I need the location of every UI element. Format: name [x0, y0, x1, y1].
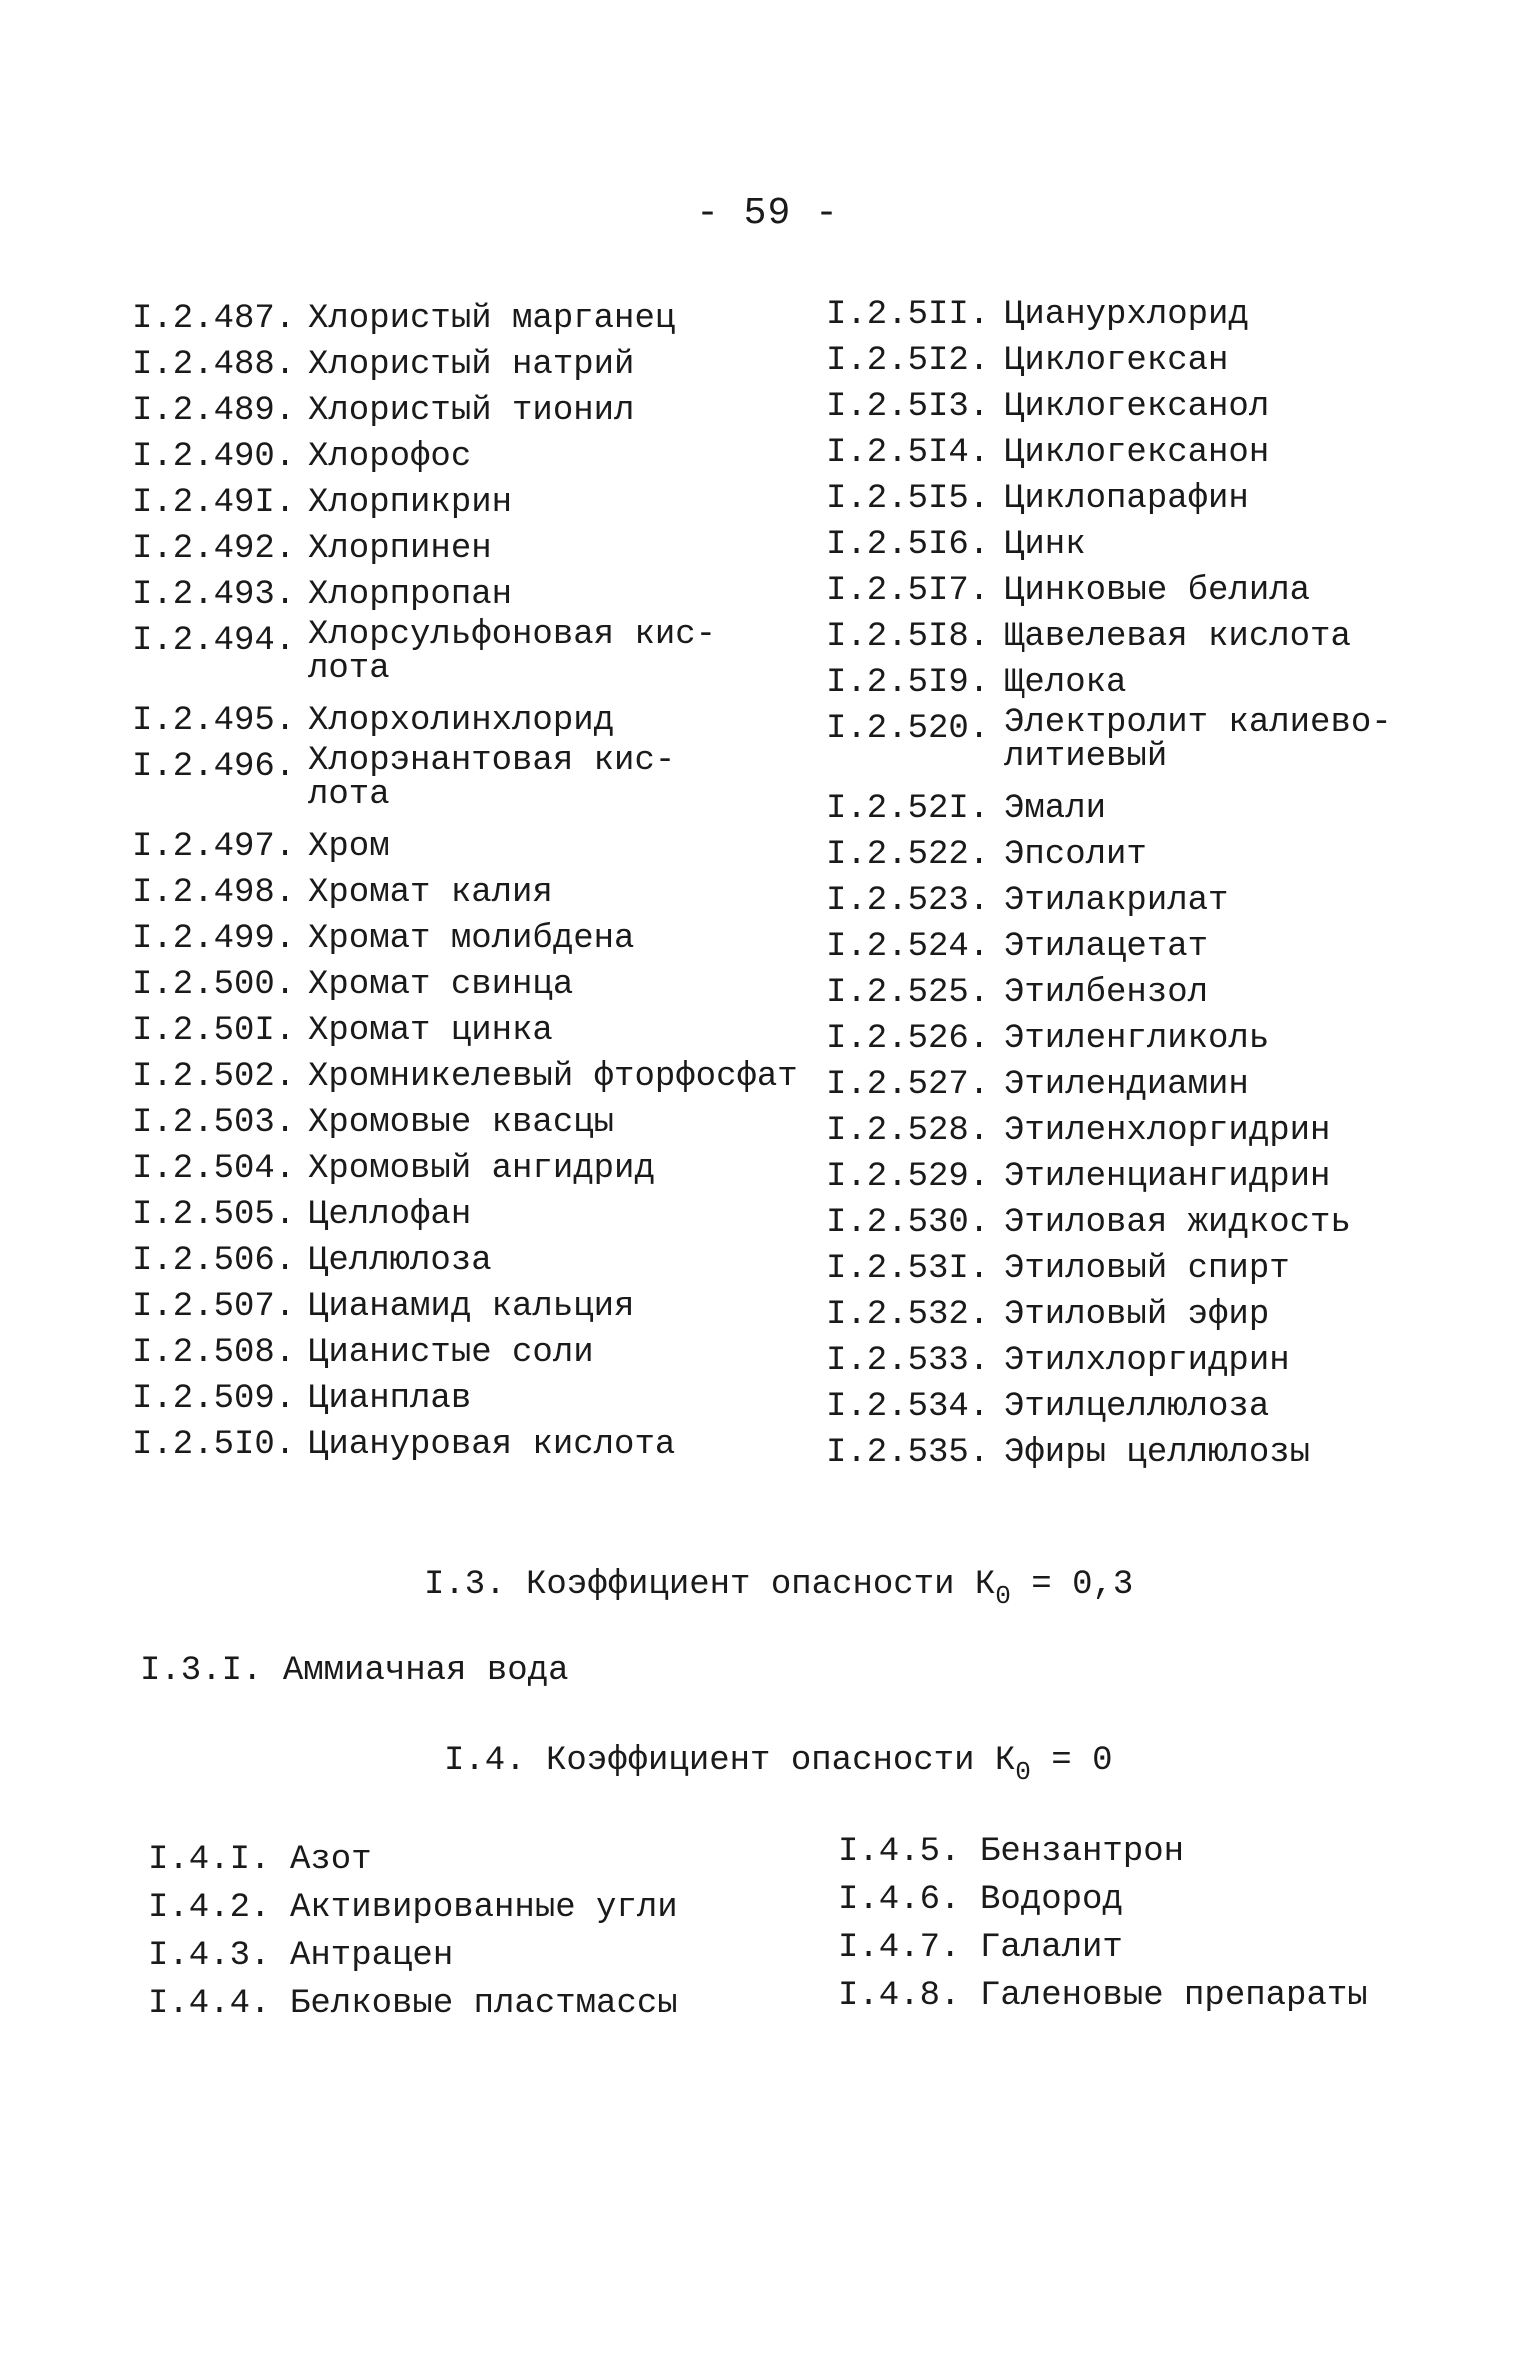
- section-3-item-name: Аммиачная вода: [282, 1652, 569, 1690]
- item-name: Галалит: [980, 1929, 1123, 1967]
- item-number: I.2.5I8.: [826, 618, 990, 656]
- left-column-list: [132, 296, 812, 1468]
- list-item: [148, 1932, 748, 1980]
- list-item: [826, 1246, 1516, 1292]
- item-number: I.2.530.: [826, 1204, 990, 1242]
- item-name: Эмали: [1004, 790, 1107, 828]
- list-item: [838, 1828, 1498, 1876]
- list-item: [132, 1376, 812, 1422]
- section-4-left-list: [148, 1836, 748, 2028]
- item-number: I.4.7.: [838, 1929, 961, 1967]
- item-name: Галеновые препараты: [980, 1977, 1368, 2015]
- item-number: I.2.502.: [132, 1058, 296, 1096]
- item-name: Хлорофос: [308, 438, 472, 476]
- item-number: I.2.494.: [132, 622, 296, 660]
- page-number: - 59 -: [696, 192, 839, 235]
- list-item: [132, 480, 812, 526]
- item-number: I.2.50I.: [132, 1012, 296, 1050]
- item-number: I.2.5I9.: [826, 664, 990, 702]
- item-number: I.2.5I7.: [826, 572, 990, 610]
- item-number: I.4.6.: [838, 1881, 961, 1919]
- list-item: [148, 1884, 748, 1932]
- section-3-heading-text: I.3. Коэффициент опасности К: [424, 1566, 996, 1604]
- item-number: I.2.493.: [132, 576, 296, 614]
- item-name: Этилацетат: [1004, 928, 1209, 966]
- item-number: I.2.535.: [826, 1434, 990, 1472]
- item-number: I.2.52I.: [826, 790, 990, 828]
- item-number: I.2.524.: [826, 928, 990, 966]
- item-number: I.2.5I0.: [132, 1426, 296, 1464]
- item-name: Хромовые квасцы: [308, 1104, 615, 1142]
- item-name: Хлористый натрий: [308, 346, 635, 384]
- item-name: Эпсолит: [1004, 836, 1147, 874]
- list-item: [826, 1430, 1516, 1476]
- list-item: [148, 1980, 748, 2028]
- list-item: [838, 1972, 1498, 2020]
- section-3-heading: [424, 1566, 1133, 1611]
- item-name: Хромат цинка: [308, 1012, 553, 1050]
- list-item: [132, 870, 812, 916]
- right-column-list: [826, 292, 1516, 1476]
- item-name: Хлорхолинхлорид: [308, 702, 615, 740]
- item-number: I.2.487.: [132, 300, 296, 338]
- item-name: Цинковые белила: [1004, 572, 1311, 610]
- section-4-heading-subscript: 0: [1015, 1757, 1031, 1787]
- section-4-right-list: [838, 1828, 1498, 2020]
- item-name: Хромовый ангидрид: [308, 1150, 655, 1188]
- item-number: I.2.526.: [826, 1020, 990, 1058]
- item-number: I.2.509.: [132, 1380, 296, 1418]
- item-name: Циклогексанон: [1004, 434, 1270, 472]
- list-item: [826, 1292, 1516, 1338]
- item-name: Этилбензол: [1004, 974, 1209, 1012]
- item-name: Этиловый эфир: [1004, 1296, 1270, 1334]
- list-item: [132, 434, 812, 480]
- section-3-item: [140, 1652, 568, 1690]
- item-number: I.2.529.: [826, 1158, 990, 1196]
- list-item: [132, 1008, 812, 1054]
- list-item: [132, 1422, 812, 1468]
- list-item: [826, 786, 1516, 832]
- item-name: Циклогексанол: [1004, 388, 1270, 426]
- item-number: I.2.5I4.: [826, 434, 990, 472]
- item-name: Хлорсульфоновая кис- лота: [308, 616, 717, 688]
- list-item: [132, 1146, 812, 1192]
- item-name: Цианплав: [308, 1380, 472, 1418]
- list-item: [826, 1016, 1516, 1062]
- item-name: Эфиры целлюлозы: [1004, 1434, 1311, 1472]
- list-item: [132, 388, 812, 434]
- item-name: Щавелевая кислота: [1004, 618, 1351, 656]
- list-item: [826, 970, 1516, 1016]
- item-name: Этилендиамин: [1004, 1066, 1249, 1104]
- item-number: I.2.5I5.: [826, 480, 990, 518]
- item-name: Хромат калия: [308, 874, 553, 912]
- list-item: [826, 614, 1516, 660]
- list-item: [132, 824, 812, 870]
- list-item: [826, 1384, 1516, 1430]
- list-item: [132, 1284, 812, 1330]
- item-name: Этилхлоргидрин: [1004, 1342, 1290, 1380]
- list-item: [132, 296, 812, 342]
- list-item: [826, 522, 1516, 568]
- item-name: Хлорпикрин: [308, 484, 513, 522]
- list-item: [132, 744, 812, 824]
- list-item: [826, 430, 1516, 476]
- item-number: I.2.499.: [132, 920, 296, 958]
- item-name: Хлорпинен: [308, 530, 492, 568]
- item-name: Этиленгликоль: [1004, 1020, 1270, 1058]
- list-item: [826, 924, 1516, 970]
- item-name: Азот: [290, 1841, 372, 1879]
- item-number: I.2.488.: [132, 346, 296, 384]
- item-number: I.2.496.: [132, 748, 296, 786]
- list-item: [132, 342, 812, 388]
- list-item: [838, 1876, 1498, 1924]
- list-item: [132, 1100, 812, 1146]
- section-3-item-number: I.3.I.: [140, 1652, 263, 1690]
- item-number: I.2.505.: [132, 1196, 296, 1234]
- item-name: Этиловая жидкость: [1004, 1204, 1351, 1242]
- item-name: Цианамид кальция: [308, 1288, 635, 1326]
- item-number: I.2.497.: [132, 828, 296, 866]
- item-number: I.2.504.: [132, 1150, 296, 1188]
- section-4-heading-value: = 0: [1030, 1742, 1113, 1780]
- list-item: [132, 698, 812, 744]
- item-name: Хром: [308, 828, 390, 866]
- item-number: I.2.525.: [826, 974, 990, 1012]
- item-name: Щелока: [1004, 664, 1127, 702]
- item-name: Циклопарафин: [1004, 480, 1249, 518]
- item-number: I.2.507.: [132, 1288, 296, 1326]
- item-name: Хромникелевый фторфосфат: [308, 1058, 798, 1096]
- list-item: [826, 660, 1516, 706]
- item-name: Цинк: [1004, 526, 1086, 564]
- list-item: [132, 1192, 812, 1238]
- list-item: [826, 1154, 1516, 1200]
- item-number: I.2.520.: [826, 710, 990, 748]
- list-item: [826, 568, 1516, 614]
- list-item: [132, 618, 812, 698]
- item-name: Хлористый тионил: [308, 392, 635, 430]
- item-name: Хромат молибдена: [308, 920, 635, 958]
- item-number: I.2.498.: [132, 874, 296, 912]
- item-number: I.4.8.: [838, 1977, 961, 2015]
- list-item: [132, 1330, 812, 1376]
- item-number: I.2.522.: [826, 836, 990, 874]
- item-name: Хромат свинца: [308, 966, 574, 1004]
- item-number: I.2.492.: [132, 530, 296, 568]
- item-name: Электролит калиево- литиевый: [1004, 704, 1392, 776]
- list-item: [826, 1200, 1516, 1246]
- list-item: [132, 572, 812, 618]
- list-item: [826, 878, 1516, 924]
- item-name: Бензантрон: [980, 1833, 1185, 1871]
- item-number: I.2.508.: [132, 1334, 296, 1372]
- item-name: Этиловый спирт: [1004, 1250, 1290, 1288]
- list-item: [826, 1338, 1516, 1384]
- item-number: I.2.532.: [826, 1296, 990, 1334]
- list-item: [132, 916, 812, 962]
- item-number: I.2.527.: [826, 1066, 990, 1104]
- item-number: I.4.I.: [148, 1841, 271, 1879]
- item-number: I.2.506.: [132, 1242, 296, 1280]
- item-name: Антрацен: [290, 1937, 454, 1975]
- item-name: Этиленциангидрин: [1004, 1158, 1331, 1196]
- list-item: [826, 384, 1516, 430]
- item-number: I.4.2.: [148, 1889, 271, 1927]
- item-name: Активированные угли: [290, 1889, 678, 1927]
- item-number: I.4.3.: [148, 1937, 271, 1975]
- list-item: [826, 292, 1516, 338]
- item-name: Хлорэнантовая кис- лота: [308, 742, 676, 814]
- section-3-heading-subscript: 0: [995, 1581, 1011, 1611]
- item-number: I.2.5I3.: [826, 388, 990, 426]
- item-name: Водород: [980, 1881, 1123, 1919]
- item-name: Хлорпропан: [308, 576, 513, 614]
- item-number: I.2.528.: [826, 1112, 990, 1150]
- section-3-heading-value: = 0,3: [1010, 1566, 1134, 1604]
- list-item: [132, 1054, 812, 1100]
- section-4-heading-text: I.4. Коэффициент опасности К: [444, 1742, 1016, 1780]
- list-item: [148, 1836, 748, 1884]
- list-item: [826, 1108, 1516, 1154]
- list-item: [132, 526, 812, 572]
- list-item: [826, 476, 1516, 522]
- item-name: Белковые пластмассы: [290, 1985, 678, 2023]
- item-number: I.2.495.: [132, 702, 296, 740]
- item-number: I.2.533.: [826, 1342, 990, 1380]
- list-item: [826, 832, 1516, 878]
- item-name: Целлюлоза: [308, 1242, 492, 1280]
- item-number: I.2.500.: [132, 966, 296, 1004]
- list-item: [826, 1062, 1516, 1108]
- item-number: I.4.4.: [148, 1985, 271, 2023]
- item-number: I.2.53I.: [826, 1250, 990, 1288]
- list-item: [826, 706, 1516, 786]
- item-name: Цианистые соли: [308, 1334, 594, 1372]
- item-name: Циануровая кислота: [308, 1426, 676, 1464]
- item-number: I.4.5.: [838, 1833, 961, 1871]
- item-name: Целлофан: [308, 1196, 472, 1234]
- item-number: I.2.523.: [826, 882, 990, 920]
- item-name: Этилакрилат: [1004, 882, 1229, 920]
- item-name: Циклогексан: [1004, 342, 1229, 380]
- list-item: [826, 338, 1516, 384]
- item-number: I.2.490.: [132, 438, 296, 476]
- item-name: Хлористый марганец: [308, 300, 676, 338]
- item-number: I.2.489.: [132, 392, 296, 430]
- section-4-heading: [444, 1742, 1113, 1787]
- item-number: I.2.503.: [132, 1104, 296, 1142]
- item-name: Этиленхлоргидрин: [1004, 1112, 1331, 1150]
- item-number: I.2.49I.: [132, 484, 296, 522]
- item-number: I.2.5II.: [826, 296, 990, 334]
- item-name: Цианурхлорид: [1004, 296, 1249, 334]
- list-item: [838, 1924, 1498, 1972]
- item-number: I.2.534.: [826, 1388, 990, 1426]
- item-name: Этилцеллюлоза: [1004, 1388, 1270, 1426]
- list-item: [132, 962, 812, 1008]
- item-number: I.2.5I2.: [826, 342, 990, 380]
- list-item: [132, 1238, 812, 1284]
- item-number: I.2.5I6.: [826, 526, 990, 564]
